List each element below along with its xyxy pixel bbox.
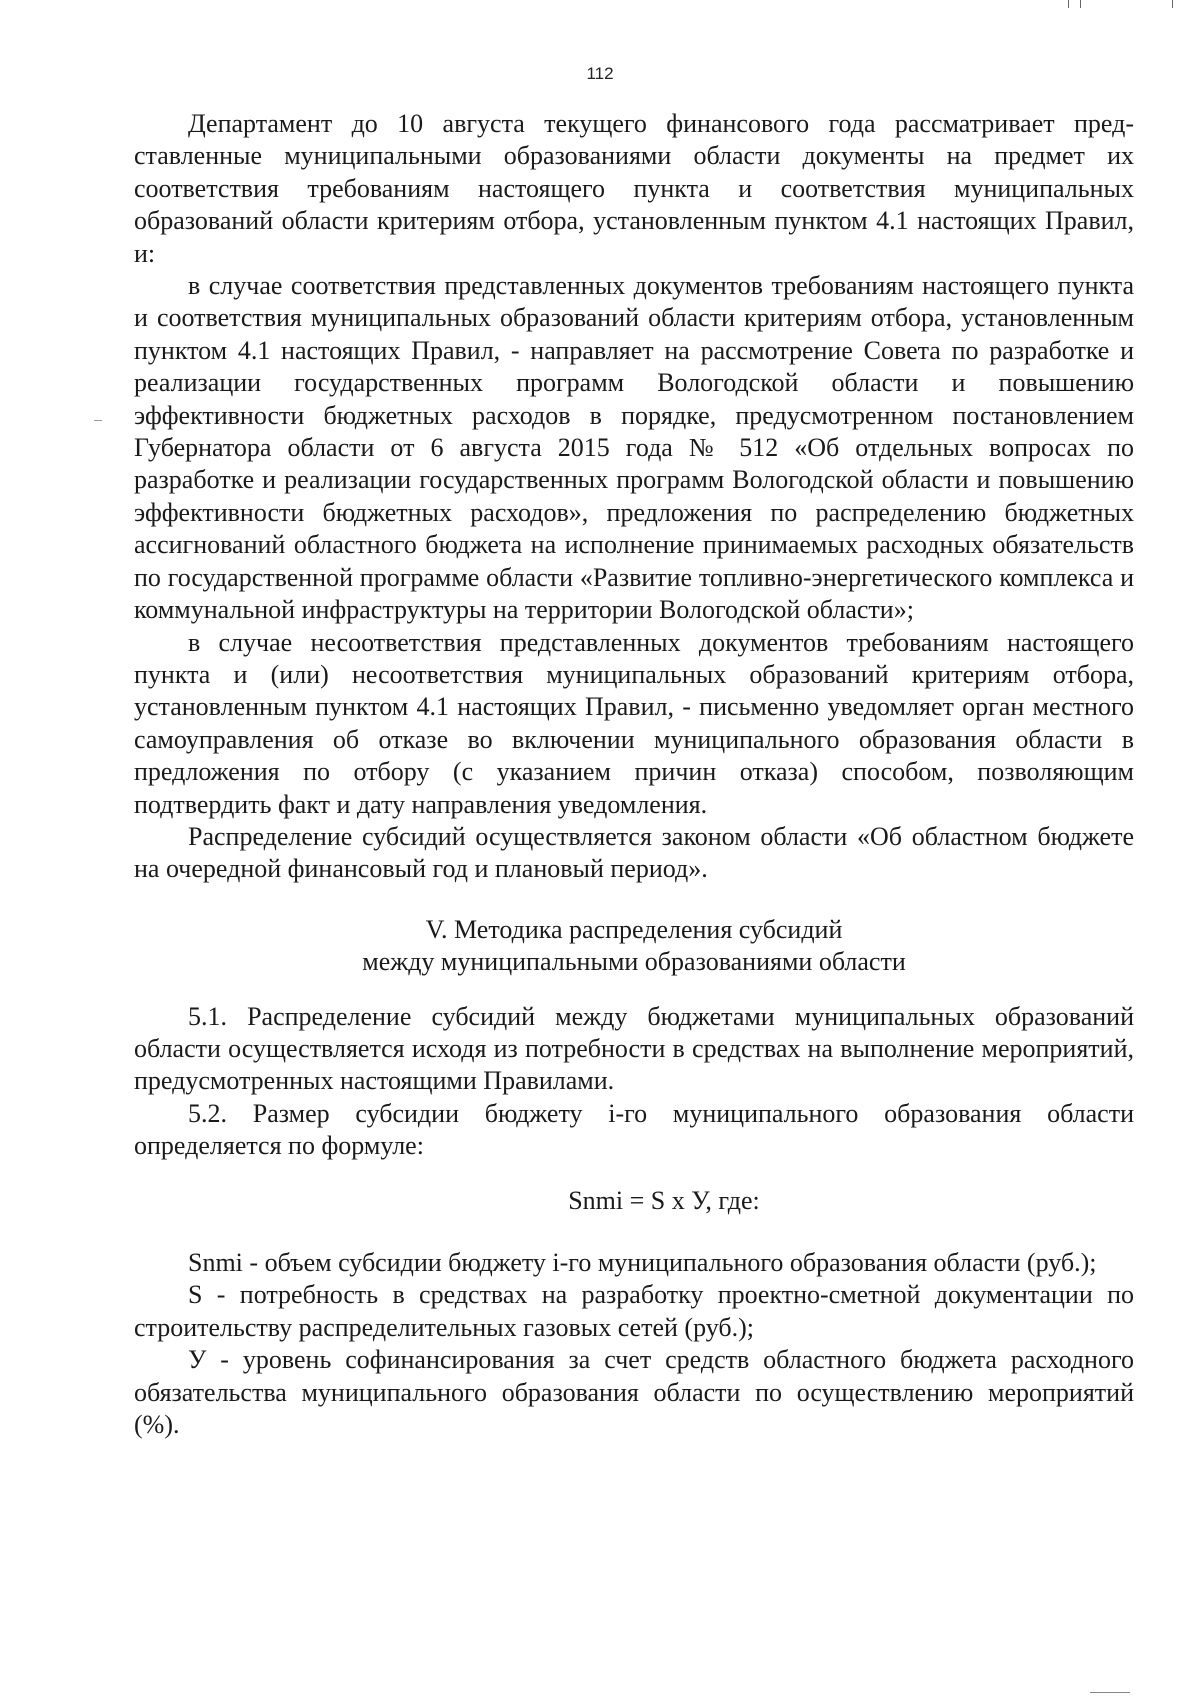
section-paragraph: 5.1. Распределение субсидий между бюджетами муниципальных образований области осуществляется исходя из потребности в средствах на выполнение мероприятий, предусмотренных настоящими Правилами. <box>134 1001 1134 1096</box>
margin-mark <box>94 420 102 421</box>
formula: Snmi = S x У, где: <box>568 1185 760 1215</box>
scan-edge-mark <box>1068 0 1069 8</box>
body-paragraph: Распределение субсидий осуществляется законом области «Об областном бюджете на очередной финансовый год и плановый период». <box>134 821 1134 884</box>
section-heading-line: между муниципальными образованиями области <box>362 947 906 977</box>
section-heading-line: V. Методика распределения субсидий <box>425 914 843 944</box>
section-paragraph: 5.2. Размер субсидии бюджету i-го муниципального образования области определяется по формуле: <box>134 1098 1134 1161</box>
page-number: 112 <box>586 64 614 83</box>
definition-paragraph: У - уровень софинансирования за счет средств областного бюджета расходного обязательства муниципального образования области по осуществлению мероприятий (%). <box>134 1345 1134 1440</box>
section-heading <box>134 914 1134 979</box>
scan-edge-mark <box>1080 0 1081 8</box>
document-body <box>134 108 1134 1441</box>
body-paragraph: Департамент до 10 августа текущего финансового года рассматривает представленные муниципальными образованиями области документы на предмет их соответствия требованиям настоящего пункта и соответствия муниципальных образований области критериям отбора, установленным пунктом 4.1 настоящих Правил, и: <box>134 109 1134 268</box>
scan-edge-mark <box>1172 0 1173 8</box>
body-paragraph: в случае несоответствия представленных документов требованиям настоящего пункта и (или) несоответствия муниципальных образований критериям отбора, установленным пунктом 4.1 настоящих Правил, - письменно уведомляет орган местного самоуправления об отказе во включении муниципального образования области в предложения по отбору (с указанием причин отказа) способом, позволяющим подтвердить факт и дату направления уведомления. <box>134 627 1134 819</box>
definition-paragraph: S - потребность в средствах на разработку проектно-сметной документации по строительству распределительных газовых сетей (руб.); <box>134 1280 1134 1342</box>
scan-corner-mark <box>1090 1692 1130 1697</box>
definition-paragraph: Snmi - объем субсидии бюджету i-го муниципального образования области (руб.); <box>188 1248 1097 1277</box>
body-paragraph: в случае соответствия представленных документов требованиям настоящего пункта и соответствия муниципальных образований области критериям отбора, установленным пунктом 4.1 настоящих Правил, - направляет на рассмотрение Совета по разработке и реализации государственных программ Вологодской области и повышению эффективности бюджетных расходов в порядке, предусмотренном постановлением Губернатора области от 6 августа 2015 года № 512 «Об отдельных вопросах по разработке и реализации государственных программ Вологодской области и повышению эффективности бюджетных расходов», предложения по распределению бюджетных ассигнований областного бюджета на исполнение принимаемых расходных обязательств по государственной программе области «Развитие топливно-энергетического комплекса и коммунальной инфраструктуры на территории Вологодской области»; <box>134 271 1134 625</box>
